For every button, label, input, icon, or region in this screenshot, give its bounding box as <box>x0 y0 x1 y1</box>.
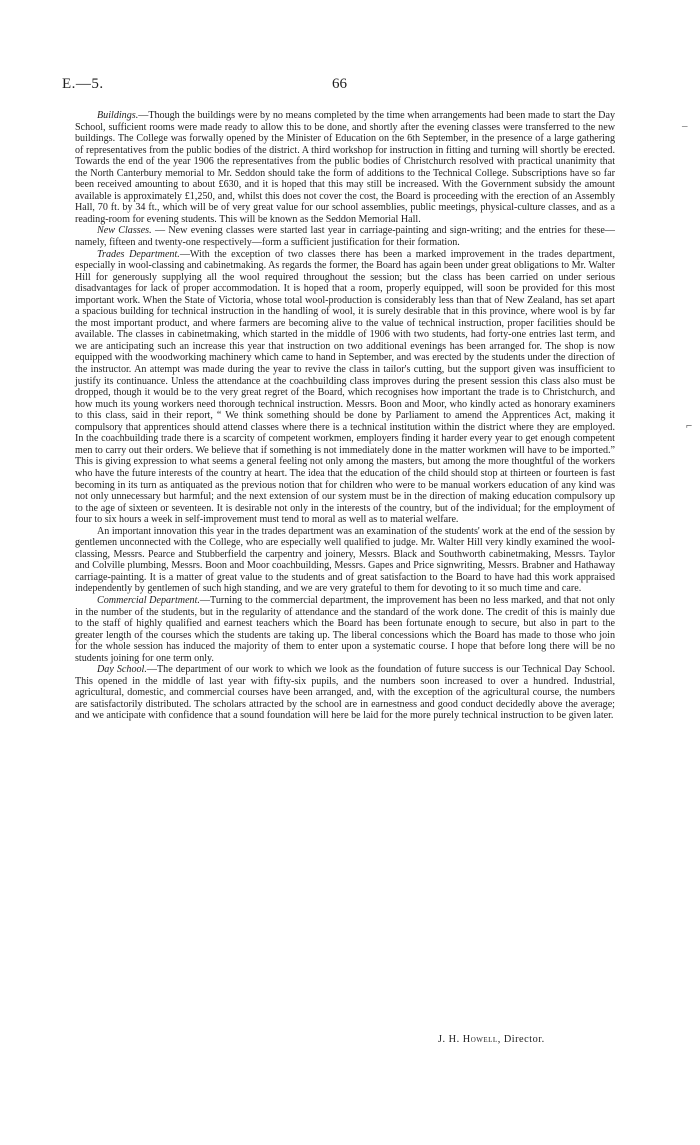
margin-arrow-icon: ⌐ <box>686 420 693 432</box>
section-heading: New Classes. <box>97 225 152 237</box>
paragraph-buildings <box>75 110 615 225</box>
section-heading: Trades Department. <box>97 248 180 260</box>
section-body: An important innovation this year in the trades department was an examination of the students' work at the end of the session by gentlemen unconnected with the College, who are especially well qualified to judge. Mr. Walter Hill very kindly examined the wool-classing, Messrs. Pearce and Stubberfield the carpentry and joinery, Messrs. Black and Southworth cabinetmaking, Messrs. Taylor and Colville plumbing, Messrs. Boon and Moor coachbuilding, Messrs. Gapes and Price signwriting, Messrs. Brabner and Hathaway carriage-painting. It is a matter of great value to the students and of great satisfaction to the Board to have had this work appraised independently by gentlemen of such high standing, and we are very grateful to them for devoting to it so much time and care. <box>75 525 615 595</box>
section-heading: Buildings. <box>97 110 139 121</box>
paragraph-trades-department <box>75 249 615 526</box>
margin-mark-icon: – <box>682 120 688 132</box>
section-body: — New evening classes were started last year in carriage-painting and sign-writing; and the entries for these—namely, fifteen and twenty-one respectively—form a sufficient justification for their formation. <box>75 225 616 249</box>
section-body: —With the exception of two classes there has been a marked improvement in the trades department, especially in wool-classing and cabinetmaking. As regards the former, the Board has again been under great obligations to Mr. Walter Hill for generously supplying all the wool required throughout the session; but the class has been carried on under serious disadvantages for lack of proper accommodation. It is hoped that a room, properly equipped, will soon be provided for this most important work. When the State of Victoria, whose total wool-production is considerably less than that of New Zealand, has set apart a spacious building for technical instruction in the handling of wool, it is surely desirable that in this province, where wool is by far the most important product, and where farmers are becoming alive to the value of technical instruction, proper facilities should be available. The classes in cabinetmaking, which started in the middle of 1906 with two students, had forty-one entries last term, and we are anticipating such an increase this year that instruction on two additional evenings has been arranged for. The shop is now equipped with the woodworking machinery which came to hand in September, and was erected by the students under the direction of the instructor. An attempt was made during the year to revive the class in tailor's cutting, but the support given was insufficient to justify its continuance. Unless the attendance at the coachbuilding class improves during the present session this class also must be dropped, though it would be to the very great regret of the Board, which recognises how important the trade is to Christchurch, and how much its young workers need thorough technical instruction. Messrs. Boon and Moor, who kindly acted as honorary examiners to this class, said in their report, “ We think something should be done by Parliament to amend the Apprentices Act, making it compulsory that apprentices should attend classes where there is a technical institution within the district where they are employed. In the coachbuilding trade there is a scarcity of competent workmen, employers finding it harder every year to get enough competent men to carry out their orders. We believe that if something is not immediately done in the matter workmen will have to be imported.” This is giving expression to what seems a general feeling not only among the masters, but among the more thoughtful of the workers who have the future interests of the country at heart. The idea that the education of the child should stop at thirteen or fourteen is fast becoming in its turn as antiquated as the previous notion that for children who were to be manual workers education of any kind was not only unnecessary but harmful; and the next extension of our system must be in the direction of making education compulsory up to the age of sixteen or seventeen. It is desirable not only in the interests of the country, but of the individual; for the employment of four to six hours a week in self-improvement must tend to moral as well as to material welfare. <box>75 248 616 526</box>
document-reference: E.—5. <box>62 76 104 92</box>
section-heading: Commercial Department. <box>97 594 200 606</box>
signature <box>438 1034 545 1045</box>
section-body: —The department of our work to which we look as the foundation of future success is our Technical Day School. This opened in the middle of last year with fifty-six pupils, and the numbers soon increased to over a hundred. Industrial, agricultural, domestic, and commercial courses have been arranged, and, with the exception of the agricultural course, the numbers are satisfactorily distributed. The scholars attracted by the school are in earnestness and good conduct decidedly above the average; and we anticipate with confidence that a sound foundation will here be laid for the more purely technical instruction to be given later. <box>75 664 615 722</box>
paragraph-day-school <box>75 664 615 722</box>
page-header <box>62 76 612 96</box>
signature-surname: owell <box>470 1034 498 1045</box>
paragraph-examination <box>75 526 615 595</box>
paragraph-commercial-department <box>75 595 615 664</box>
section-heading: Day School. <box>97 664 147 676</box>
page-number: 66 <box>332 76 347 92</box>
signature-initials: J. H. H <box>438 1034 471 1045</box>
report-body <box>75 110 615 722</box>
signature-title: , Director. <box>497 1034 545 1045</box>
section-body: —Turning to the commercial department, the improvement has been no less marked, and that not only in the number of the students, but in the regularity of attendance and the standard of the work done. The credit of this is mainly due to the staff of highly qualified and earnest teachers which the Board has been fortunate enough to secure, but also in part to the greater length of the courses which the students are taking up. The liberal concessions which the Board has made to those who join for the whole session has induced the majority of them to enter upon a systematic course. I hope that before long there will be no students joining for one term only. <box>75 594 615 664</box>
section-body: —Though the buildings were by no means completed by the time when arrangements had been made to start the Day School, sufficient rooms were made ready to allow this to be done, and shortly after the evening classes were transferred to the new buildings. The College was forwally opened by the Minister of Education on the 6th September, in the presence of a large gathering of representatives from the public bodies of the district. A third workshop for instruction in fitting and turning will shortly be erected. Towards the end of the year 1906 the representatives from the public bodies of Christchurch resolved with practical unanimity that the North Canterbury memorial to Mr. Seddon should take the form of additions to the Technical College. Subscriptions have so far been received amounting to about £630, and it is hoped that this may still be increased. With the Government subsidy the amount available is approximately £1,250, and, whilst this does not cover the cost, the Board is proceeding with the erection of an Assembly Hall, 70 ft. by 34 ft., which will be of very great value for our school assemblies, public meetings, physical-culture classes, and as a reading-room for evening students. This will be known as the Seddon Memorial Hall. <box>75 110 615 225</box>
paragraph-new-classes <box>75 225 615 248</box>
